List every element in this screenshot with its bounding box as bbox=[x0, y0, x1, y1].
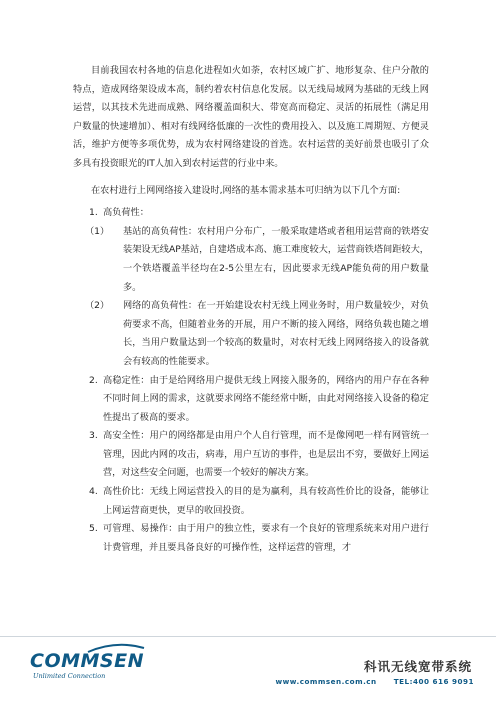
list-item bbox=[73, 204, 429, 223]
sub-list-text: 基站的高负荷性：农村用户分布广，一般采取建塔或者租用运营商的铁塔安装架设无线AP基站，自建塔成本高、施工难度较大，运营商铁塔间距较大，一个铁塔覆盖半径均在2-5公里左右，因此要求无线AP能负荷的用户数量多。 bbox=[123, 225, 429, 293]
logo-text: COMMSEN bbox=[30, 650, 144, 672]
footer-divider bbox=[0, 636, 496, 637]
list-text: 可管理、易操作：由于用户的独立性，要求有一个良好的管理系统来对用户进行计费管理，并且要具备良好的可操作性，这样运营的管理，才 bbox=[103, 523, 429, 553]
list-item bbox=[73, 520, 429, 557]
contact-info bbox=[276, 677, 474, 686]
list-number: 2. bbox=[89, 374, 98, 386]
list-number: 4. bbox=[89, 486, 98, 498]
intro-paragraph: 目前我国农村各地的信息化进程如火如荼，农村区域广扩、地形复杂、住户分散的特点，造成网络架设成本高，制约着农村信息化发展。以无线局域网为基础的无线上网运营，以其技术先进而成熟、网络覆盖面积大、带宽高而稳定、灵活的拓展性（满足用户数量的快速增加）、相对有线网络低廉的一次性的费用投入、以及施工周期短、方便灵活，维护方便等多项优势，成为农村网络建设的首选。农村运营的美好前景也吸引了众多具有投资眼光的IT人加入到农村运营的行业中来。 bbox=[73, 65, 429, 169]
sub-list-item bbox=[85, 223, 429, 297]
requirements-intro: 在农村进行上网网络接入建设时,网络的基本需求基本可归纳为以下几个方面: bbox=[91, 184, 401, 196]
list-number: 1. bbox=[89, 207, 98, 219]
list-item bbox=[73, 372, 429, 428]
sub-list-text: 网络的高负荷性：在一开始建设农村无线上网业务时，用户数量较少，对负荷要求不高，但随着业务的开展，用户不断的接入网络，网络负载也随之增长，当用户数量达到一个较高的数量时，对农村无线上网网络接入的设备就会有较高的性能要求。 bbox=[123, 300, 429, 367]
sub-list-item bbox=[85, 297, 429, 371]
company-logo bbox=[30, 650, 150, 688]
list-item bbox=[73, 427, 429, 483]
list-text: 高安全性：用户的网络都是由用户个人自行管理，而不是像网吧一样有网管统一管理，因此内网的攻击，病毒，用户互访的事件，也是层出不穷，要做好上网运营，对这些安全问题，也需要一个较好的解决方案。 bbox=[103, 430, 429, 479]
logo-tagline: Unlimited Connection bbox=[33, 672, 106, 680]
list-number: 3. bbox=[89, 430, 98, 442]
list-number: 5. bbox=[89, 523, 98, 535]
requirements-list bbox=[73, 204, 429, 557]
list-text: 高稳定性：由于是给网络用户提供无线上网接入服务的，网络内的用户存在各种不同时间上网的需求，这就要求网络不能经常中断，由此对网络接入设备的稳定性提出了极高的要求。 bbox=[103, 374, 429, 423]
list-text: 高负荷性： bbox=[103, 207, 149, 219]
list-text: 高性价比：无线上网运营投入的目的是为赢利，具有较高性价比的设备，能够让上网运营商更快，更早的收回投资。 bbox=[103, 486, 429, 516]
sub-list-number: （1） bbox=[85, 225, 110, 237]
phone-number: TEL:400 616 9091 bbox=[393, 677, 474, 686]
list-item bbox=[73, 483, 429, 520]
website-link[interactable]: www.commsen.com.cn bbox=[275, 677, 377, 686]
document-body bbox=[73, 62, 429, 557]
brand-name: 科讯无线宽带系统 bbox=[363, 659, 472, 674]
sub-list-number: （2） bbox=[85, 300, 110, 312]
